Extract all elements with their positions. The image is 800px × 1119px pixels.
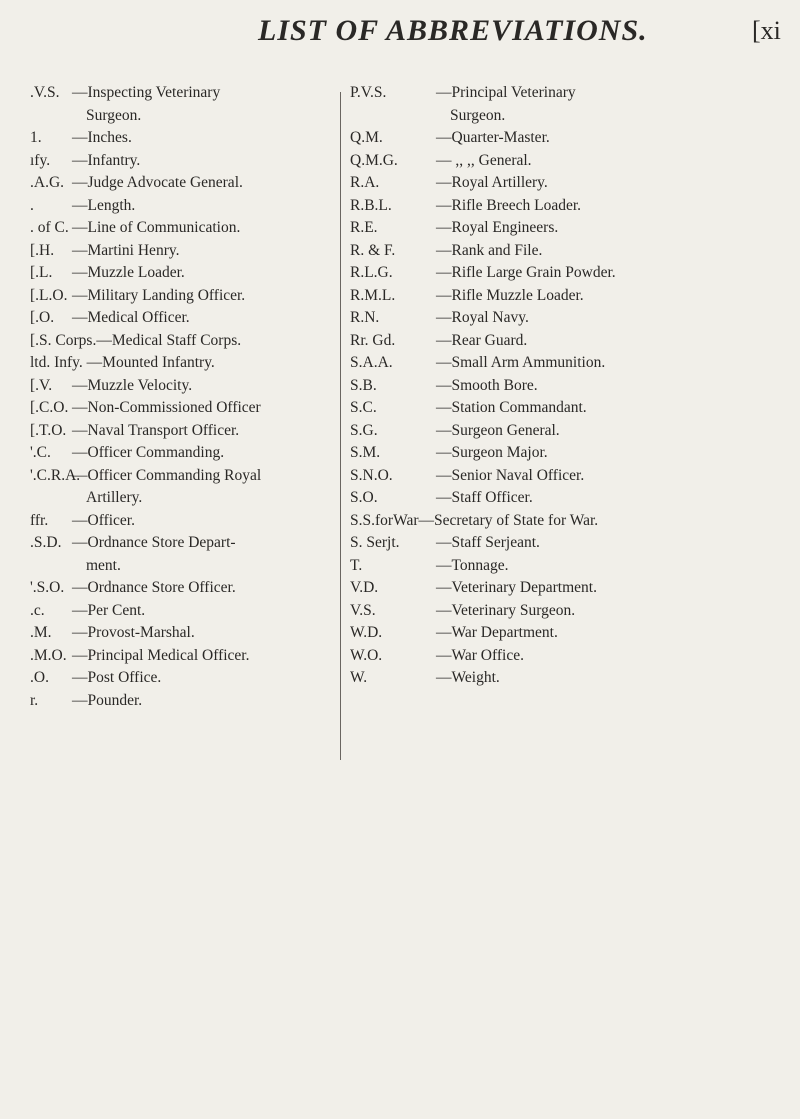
abbreviation-entry [350,397,790,420]
definition: —Provost-Marshal. [72,624,195,641]
definition: —Officer Commanding. [72,444,225,461]
abbreviation: S.G. [350,421,378,439]
abbreviation-entry [350,217,790,240]
definition: —Ordnance Store Depart- [72,534,236,551]
definition: —Officer Commanding Royal [72,466,262,484]
definition: —Staff Serjeant. [436,534,540,551]
abbreviation-entry [350,195,790,218]
abbreviation: R.E. [350,219,378,236]
definition: —Royal Artillery. [436,174,548,191]
abbreviation-entry [350,465,790,488]
abbreviation-entry [350,262,790,285]
definition: —Per Cent. [72,601,146,619]
abbreviation: r. [30,691,39,709]
abbreviation: ıfy. [30,151,51,169]
definition-continuation: Surgeon. [86,106,142,124]
abbreviation: W.D. [350,624,383,641]
abbreviation-entry [30,600,336,623]
abbreviation: R.L.G. [350,264,393,281]
abbreviation-entry [350,532,790,555]
definition: —Infantry. [72,151,141,169]
definition: —Post Office. [72,669,162,686]
abbreviation: [.O. [30,309,55,326]
definition: —Inches. [72,129,132,146]
abbreviation: ffr. [30,511,49,529]
abbreviation-entry [350,510,790,533]
column-divider [340,92,341,760]
abbreviation-entry [30,240,336,263]
abbreviation-entry [30,465,336,510]
definition: —Surgeon Major. [436,444,548,461]
definition: —Rifle Muzzle Loader. [436,286,584,304]
abbreviation-entry [30,690,336,713]
abbreviation: Q.M. [350,129,383,146]
abbreviation-entry [30,622,336,645]
abbreviation-entry [30,285,336,308]
definition: —Muzzle Loader. [72,264,185,281]
abbreviation-entry [30,510,336,533]
abbreviation-entry [30,150,336,173]
abbreviation: V.S. [350,601,376,619]
abbreviation: T. [350,556,363,574]
page-number: [xi [752,16,781,45]
abbreviation: S.C. [350,399,377,416]
abbreviation: . [30,196,34,214]
abbreviation-entry [350,442,790,465]
abbreviation: .c. [30,601,45,619]
abbreviation-entry [30,82,336,127]
definition: —Martini Henry. [72,241,180,259]
abbreviation-entry [350,487,790,510]
abbreviation: [.V. [30,376,53,394]
abbreviation-entry [30,352,336,375]
abbreviation-entry [30,217,336,240]
definition: — ,, ,, General. [436,151,532,169]
abbreviation: R. & F. [350,241,396,259]
definition: [.S. Corps.—Medical Staff Corps. [30,331,242,349]
definition: —Tonnage. [436,556,509,574]
abbreviation: S.B. [350,376,377,394]
definition-continuation: Artillery. [86,489,143,506]
definition: —Senior Naval Officer. [436,466,585,484]
left-column [30,82,336,712]
definition: —Officer. [72,511,135,529]
definition-continuation: ment. [86,556,121,574]
abbreviation: S.A.A. [350,354,393,371]
abbreviation: '.S.O. [30,579,65,596]
definition: —Royal Navy. [436,309,529,326]
abbreviation: [.L. [30,264,53,281]
abbreviation: .S.D. [30,534,62,551]
definition: —Rifle Breech Loader. [436,196,582,214]
definition: —Quarter-Master. [436,129,550,146]
definition: ltd. Infy. —Mounted Infantry. [30,354,215,371]
right-column [350,82,790,690]
abbreviation: R.B.L. [350,196,392,214]
definition: —Length. [72,196,136,214]
definition: —Small Arm Ammunition. [436,354,606,371]
definition: —Non-Commissioned Officer [72,399,261,416]
abbreviation-entry [350,240,790,263]
abbreviation-entry [350,577,790,600]
abbreviation-entry [350,330,790,353]
abbreviation-entry [30,397,336,420]
definition: —Naval Transport Officer. [72,421,240,439]
definition: —Line of Communication. [72,219,241,236]
abbreviation-entry [30,262,336,285]
abbreviation: .M. [30,624,52,641]
abbreviation-entry [350,645,790,668]
abbreviation: Q.M.G. [350,151,398,169]
abbreviation-entry [30,307,336,330]
definition: S.S.forWar—Secretary of State for War. [350,511,599,529]
abbreviation: R.N. [350,309,380,326]
abbreviation: S.O. [350,489,378,506]
abbreviation-entry [30,577,336,600]
definition: —Inspecting Veterinary [72,84,221,101]
definition: —Smooth Bore. [436,376,538,394]
abbreviation: '.C.R.A. [30,466,81,484]
abbreviation: S. Serjt. [350,534,400,551]
abbreviation-entry [350,285,790,308]
abbreviation: P.V.S. [350,84,387,101]
definition: —Pounder. [72,691,143,709]
abbreviation: [.T.O. [30,421,67,439]
abbreviation: .O. [30,669,49,686]
abbreviation: R.A. [350,174,380,191]
definition: —Judge Advocate General. [72,174,243,191]
abbreviation-entry [350,150,790,173]
abbreviation-entry [350,352,790,375]
definition: —Rank and File. [436,241,543,259]
page-header [0,14,800,54]
definition: —Principal Veterinary [436,84,576,101]
definition: —War Office. [436,646,524,664]
definition: —Rifle Large Grain Powder. [436,264,616,281]
abbreviation-entry [30,532,336,577]
abbreviation: S.N.O. [350,466,393,484]
abbreviation: Rr. Gd. [350,331,396,349]
definition: —Principal Medical Officer. [72,646,250,664]
definition: —Royal Engineers. [436,219,559,236]
abbreviation-entry [350,172,790,195]
definition-continuation: Surgeon. [450,106,506,124]
abbreviation-entry [350,307,790,330]
abbreviation: 1. [30,129,42,146]
abbreviation-entry [30,127,336,150]
abbreviation: W.O. [350,646,383,664]
definition: —Rear Guard. [436,331,528,349]
abbreviation-entry [350,127,790,150]
abbreviation-entry [30,330,336,353]
definition: —Station Commandant. [436,399,587,416]
abbreviation: [.L.O. [30,286,68,304]
abbreviation-entry [350,375,790,398]
abbreviation-entry [30,195,336,218]
definition: —Ordnance Store Officer. [72,579,236,596]
definition: —Military Landing Officer. [72,286,246,304]
definition: —Surgeon General. [436,421,560,439]
definition: —War Department. [436,624,558,641]
abbreviation: [.C.O. [30,399,69,416]
abbreviation-entry [30,420,336,443]
definition: —Weight. [436,669,500,686]
definition: —Staff Officer. [436,489,533,506]
abbreviation-entry [30,667,336,690]
abbreviation: .V.S. [30,84,60,101]
abbreviation-entry [30,172,336,195]
abbreviation-entry [30,375,336,398]
abbreviation: '.C. [30,444,51,461]
abbreviation: R.M.L. [350,286,396,304]
abbreviation-entry [350,622,790,645]
abbreviation: S.M. [350,444,381,461]
definition: —Veterinary Surgeon. [436,601,576,619]
abbreviation: W. [350,669,368,686]
abbreviation: .A.G. [30,174,65,191]
definition: —Veterinary Department. [436,579,597,596]
abbreviation-entry [30,442,336,465]
abbreviation-entry [30,645,336,668]
abbreviation: V.D. [350,579,379,596]
abbreviation-entry [350,667,790,690]
abbreviation: . of C. [30,219,69,236]
abbreviation: [.H. [30,241,55,259]
definition: —Medical Officer. [72,309,190,326]
definition: —Muzzle Velocity. [72,376,193,394]
abbreviation-entry [350,555,790,578]
abbreviation-entry [350,420,790,443]
abbreviation: .M.O. [30,646,67,664]
page-title: LIST OF ABBREVIATIONS. [258,14,648,47]
abbreviation-entry [350,82,790,127]
abbreviation-entry [350,600,790,623]
